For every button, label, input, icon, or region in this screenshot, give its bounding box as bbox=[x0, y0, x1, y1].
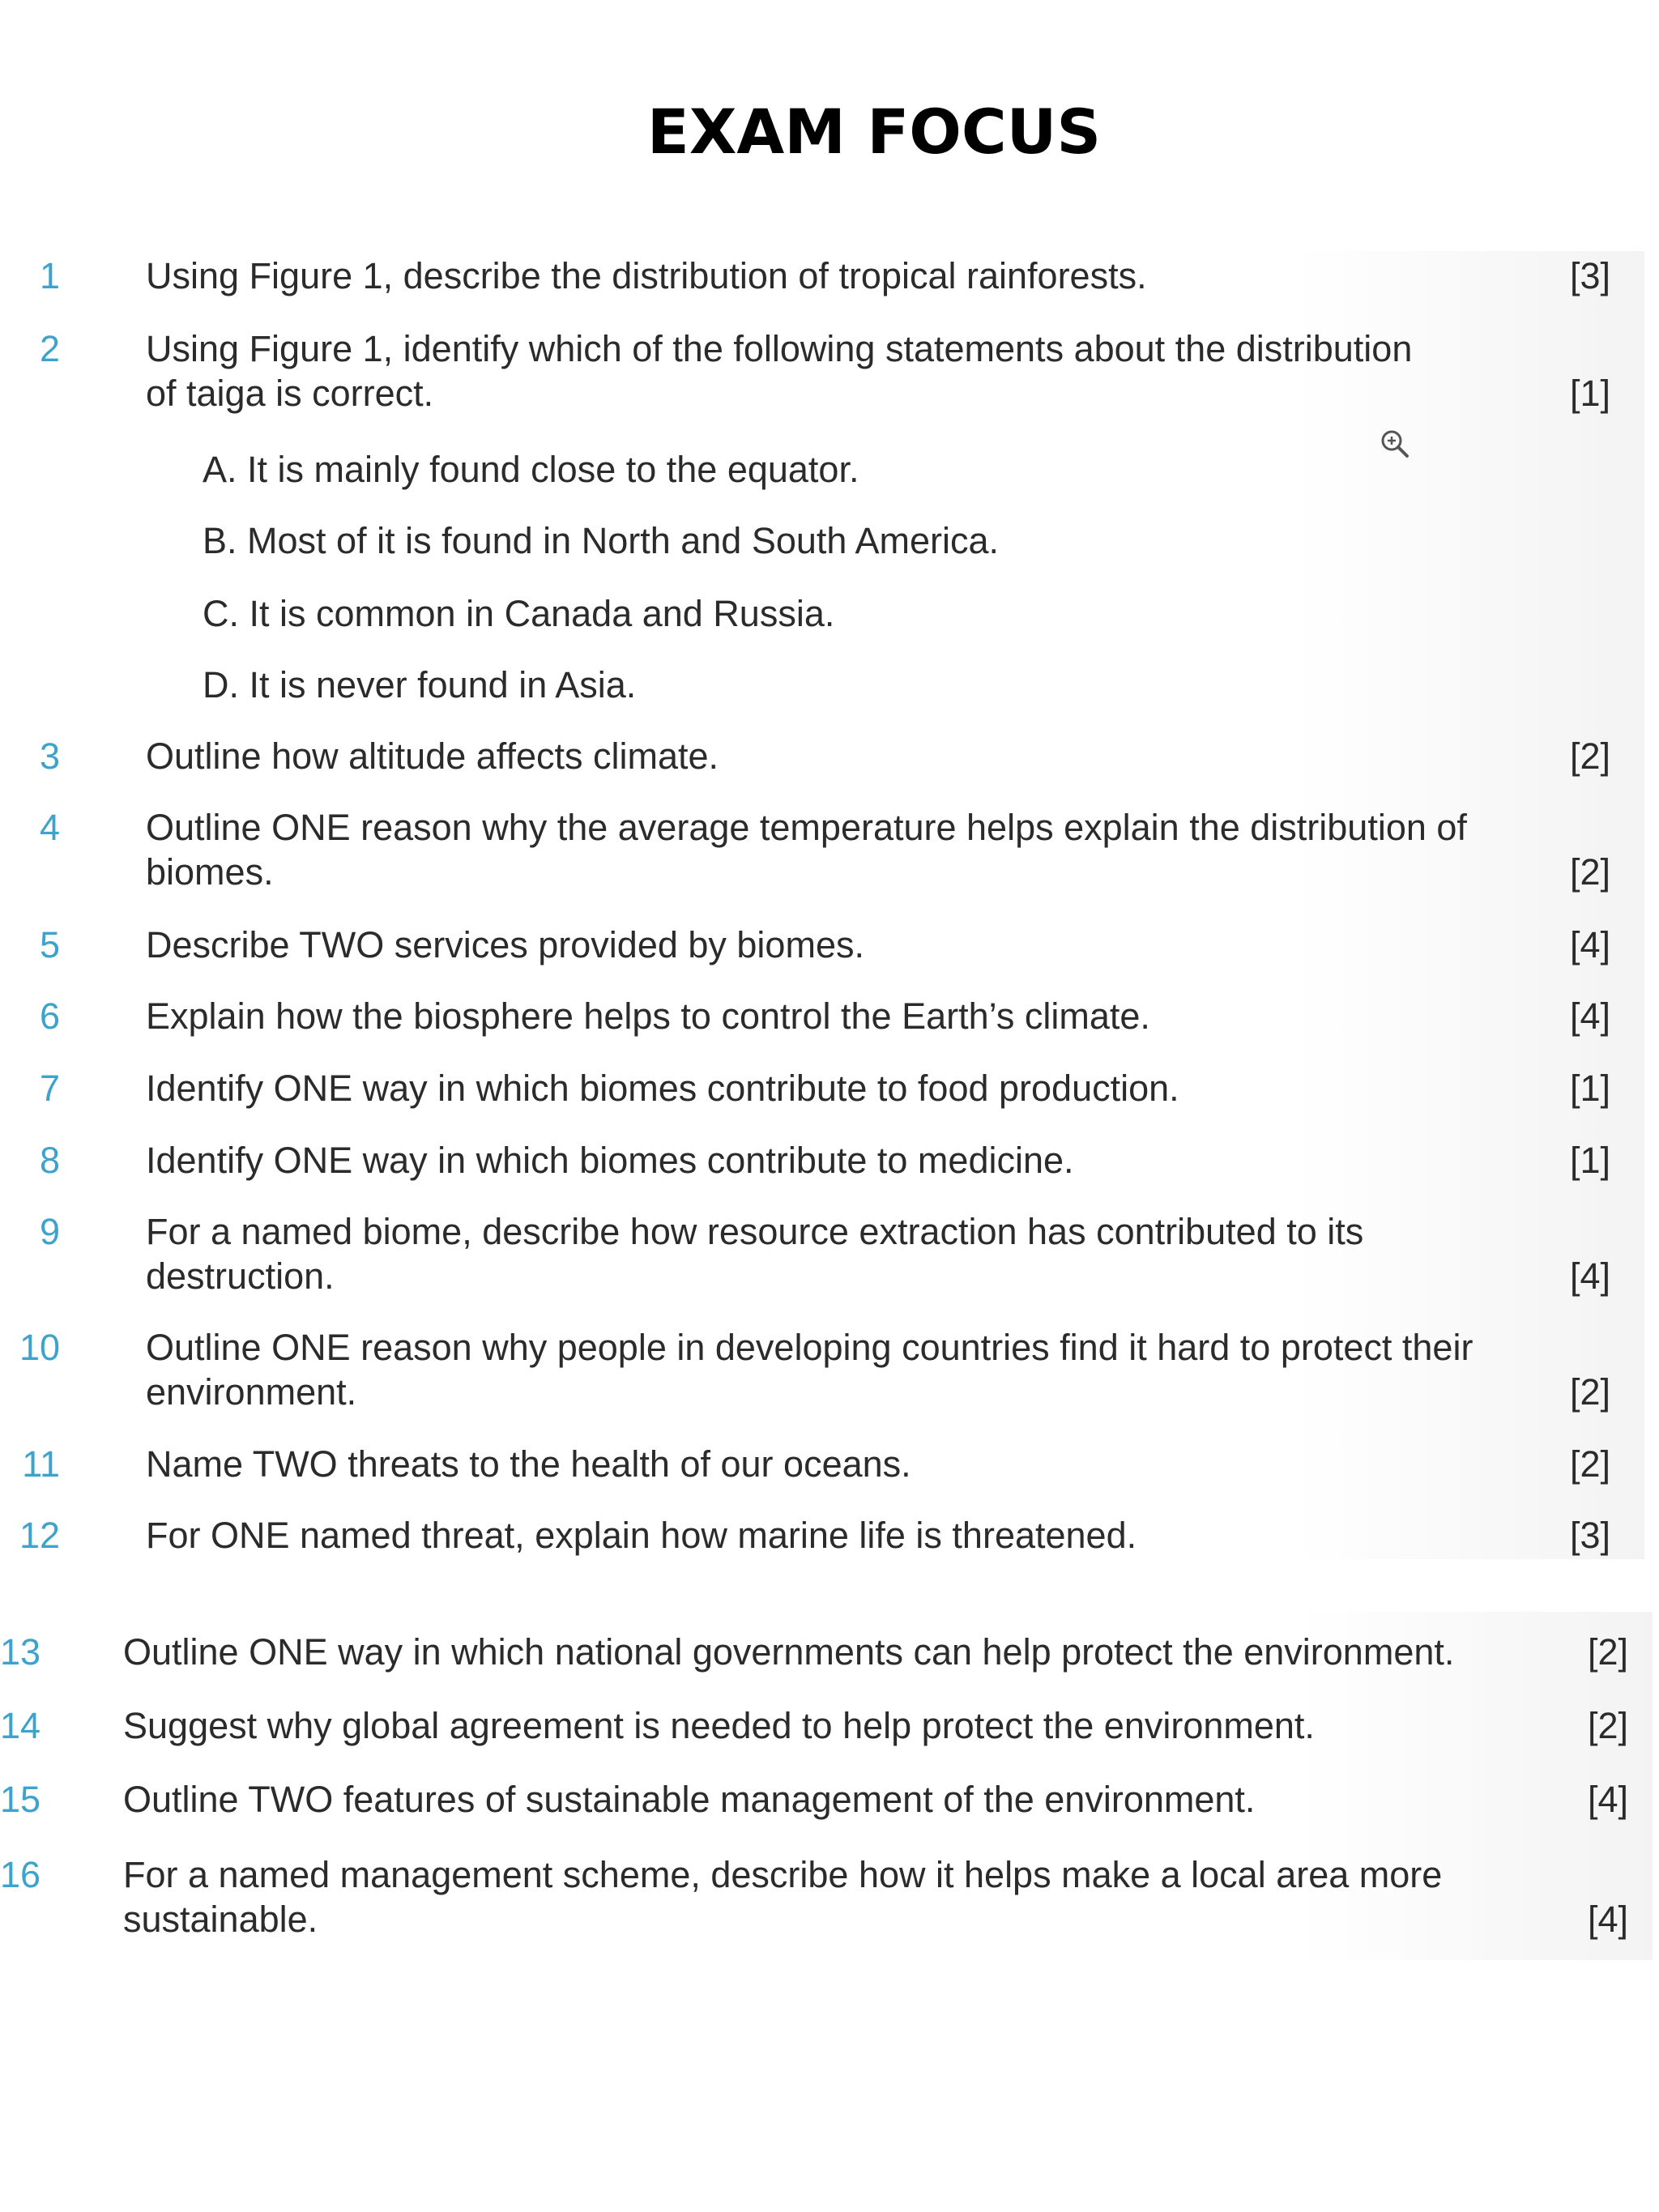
question-text: Identify ONE way in which biomes contribute to medicine. bbox=[146, 1140, 1074, 1181]
question-number: 10 bbox=[19, 1327, 60, 1368]
question-mark: [1] bbox=[1570, 373, 1611, 414]
question-text: destruction. bbox=[146, 1255, 335, 1297]
question-number: 2 bbox=[39, 328, 60, 369]
question-text: Outline ONE way in which national governments can help protect the environment. bbox=[123, 1631, 1455, 1673]
question-mark: [4] bbox=[1588, 1779, 1629, 1820]
question-text: Outline TWO features of sustainable management of the environment. bbox=[123, 1779, 1256, 1820]
question-mark: [3] bbox=[1570, 255, 1611, 296]
question-mark: [1] bbox=[1570, 1068, 1611, 1109]
option-a: A. It is mainly found close to the equator. bbox=[203, 449, 859, 490]
question-text: of taiga is correct. bbox=[146, 373, 434, 414]
question-number: 14 bbox=[0, 1705, 41, 1746]
question-text: environment. bbox=[146, 1371, 357, 1413]
question-number: 12 bbox=[19, 1515, 60, 1556]
questions-block-2 bbox=[0, 1612, 1653, 1960]
question-mark: [4] bbox=[1588, 1899, 1629, 1940]
question-number: 16 bbox=[0, 1854, 41, 1895]
question-mark: [2] bbox=[1570, 1443, 1611, 1485]
question-text: For a named biome, describe how resource extraction has contributed to its bbox=[146, 1211, 1364, 1252]
question-text: Outline how altitude affects climate. bbox=[146, 735, 719, 777]
question-text: Suggest why global agreement is needed to help protect the environment. bbox=[123, 1705, 1315, 1746]
question-mark: [3] bbox=[1570, 1515, 1611, 1556]
question-number: 1 bbox=[39, 255, 60, 296]
question-mark: [4] bbox=[1570, 995, 1611, 1037]
question-number: 15 bbox=[0, 1779, 41, 1820]
question-text: Name TWO threats to the health of our oceans. bbox=[146, 1443, 911, 1485]
question-mark: [4] bbox=[1570, 924, 1611, 965]
question-text: sustainable. bbox=[123, 1899, 318, 1940]
question-text: Describe TWO services provided by biomes. bbox=[146, 924, 864, 965]
option-b: B. Most of it is found in North and South America. bbox=[203, 520, 999, 561]
question-mark: [2] bbox=[1588, 1705, 1629, 1746]
question-number: 4 bbox=[39, 807, 60, 848]
question-number: 5 bbox=[39, 924, 60, 965]
question-mark: [4] bbox=[1570, 1255, 1611, 1297]
question-mark: [2] bbox=[1570, 735, 1611, 777]
question-text: Explain how the biosphere helps to control the Earth’s climate. bbox=[146, 995, 1150, 1037]
question-mark: [2] bbox=[1570, 1371, 1611, 1413]
question-text: Outline ONE reason why the average temperature helps explain the distribution of bbox=[146, 807, 1467, 848]
question-text: biomes. bbox=[146, 851, 274, 893]
question-text: Using Figure 1, describe the distribution of tropical rainforests. bbox=[146, 255, 1147, 296]
question-number: 13 bbox=[0, 1631, 41, 1673]
question-text: For a named management scheme, describe how it helps make a local area more bbox=[123, 1854, 1443, 1895]
question-mark: [1] bbox=[1570, 1140, 1611, 1181]
question-text: Using Figure 1, identify which of the following statements about the distribution bbox=[146, 328, 1413, 369]
question-number: 3 bbox=[39, 735, 60, 777]
question-number: 8 bbox=[39, 1140, 60, 1181]
option-c: C. It is common in Canada and Russia. bbox=[203, 593, 835, 634]
page-title: EXAM FOCUS bbox=[646, 96, 1102, 168]
question-number: 7 bbox=[39, 1068, 60, 1109]
question-number: 9 bbox=[39, 1211, 60, 1252]
question-number: 11 bbox=[22, 1443, 60, 1485]
question-number: 6 bbox=[39, 995, 60, 1037]
question-text: Identify ONE way in which biomes contribute to food production. bbox=[146, 1068, 1179, 1109]
question-text: Outline ONE reason why people in developing countries find it hard to protect their bbox=[146, 1327, 1473, 1368]
question-mark: [2] bbox=[1570, 851, 1611, 893]
question-mark: [2] bbox=[1588, 1631, 1629, 1673]
zoom-in-icon[interactable] bbox=[1379, 428, 1411, 460]
option-d: D. It is never found in Asia. bbox=[203, 664, 637, 705]
question-text: For ONE named threat, explain how marine life is threatened. bbox=[146, 1515, 1137, 1556]
